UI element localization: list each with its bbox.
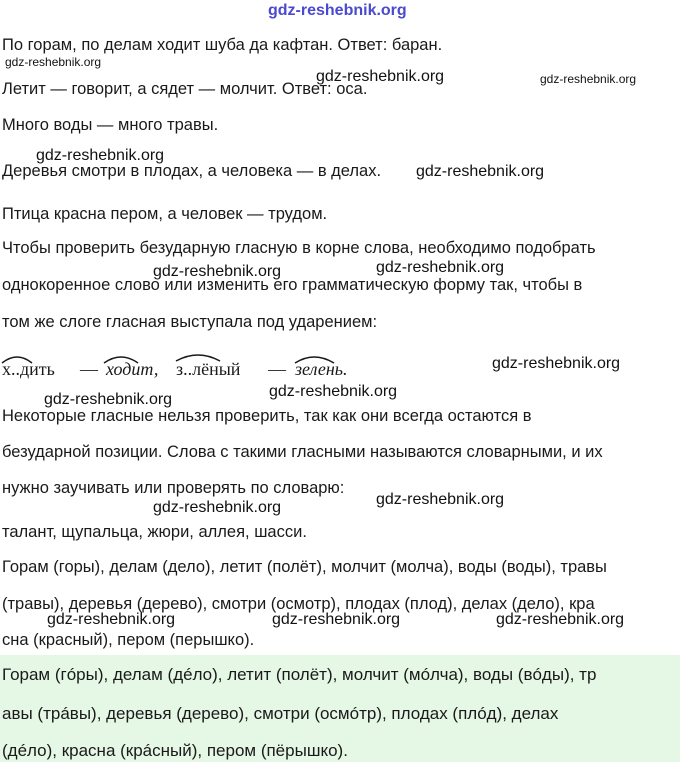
watermark: gdz-reshebnik.org	[492, 355, 621, 372]
watermark: gdz-reshebnik.org	[269, 383, 398, 400]
watermark: gdz-reshebnik.org	[153, 499, 282, 516]
rule-line: однокоренное слово или изменить его грамматическую форму так, чтобы в	[2, 276, 583, 294]
proverb-line: Летит — говорит, а сядет — молчит. Ответ: оса.	[2, 80, 368, 98]
watermark: gdz-reshebnik.org	[153, 263, 282, 280]
proverb-line: По горам, по делам ходит шуба да кафтан. Ответ: баран.	[2, 36, 443, 54]
rule-line: Чтобы проверить безударную гласную в корне слова, необходимо подобрать	[2, 239, 596, 257]
check-line: Горам (горы), делам (дело), летит (полёт), молчит (молча), воды (воды), травы	[2, 558, 607, 576]
watermark-top: gdz-reshebnik.org	[268, 2, 407, 19]
watermark: gdz-reshebnik.org	[376, 491, 505, 508]
rule2-line: Некоторые гласные нельзя проверить, так как они всегда остаются в	[2, 407, 532, 425]
example-dash: —	[80, 359, 98, 379]
rule2-line: безударной позиции. Слова с такими гласными называются словарными, и их	[2, 443, 603, 461]
answer-box	[0, 655, 680, 762]
answer-line: (дéло), красна (крáсный), пером (пёрышко).	[2, 741, 348, 760]
check-line: сна (красный), пером (перышко).	[2, 631, 255, 649]
example-dash: —	[268, 359, 286, 379]
watermark: gdz-reshebnik.org	[272, 611, 401, 628]
watermark: gdz-reshebnik.org	[5, 55, 102, 69]
rule2-line: нужно заучивать или проверять по словарю:	[2, 479, 345, 497]
example-word: х..дить	[2, 359, 55, 379]
answer-line: авы (трáвы), деревья (дерево), смотри (осмóтр), плодах (плóд), делах	[2, 704, 559, 723]
example-words	[0, 347, 380, 387]
check-line: (травы), деревья (дерево), смотри (осмотр), плодах (плод), делах (дело), кра	[2, 595, 595, 613]
proverb-line: Деревья смотри в плодах, а человека — в делах.	[2, 162, 382, 180]
watermark: gdz-reshebnik.org	[36, 147, 165, 164]
proverb-line: Много воды — много травы.	[2, 116, 219, 134]
answer-line: Горам (гóры), делам (дéло), летит (полёт), молчит (мóлча), воды (вóды), тр	[2, 665, 597, 684]
watermark: gdz-reshebnik.org	[47, 611, 176, 628]
vocabulary-words: талант, щупальца, жюри, аллея, шасси.	[2, 523, 307, 541]
watermark: gdz-reshebnik.org	[376, 259, 505, 276]
example-word: зелень.	[295, 359, 348, 379]
rule-line: том же слоге гласная выступала под ударением:	[2, 313, 378, 331]
watermark: gdz-reshebnik.org	[316, 68, 445, 85]
example-word: ходит,	[106, 359, 159, 379]
watermark: gdz-reshebnik.org	[540, 72, 637, 86]
watermark: gdz-reshebnik.org	[44, 391, 173, 408]
proverb-line: Птица красна пером, а человек — трудом.	[2, 205, 328, 223]
watermark: gdz-reshebnik.org	[416, 163, 545, 180]
watermark: gdz-reshebnik.org	[496, 611, 625, 628]
example-word: з..лёный	[176, 359, 241, 379]
